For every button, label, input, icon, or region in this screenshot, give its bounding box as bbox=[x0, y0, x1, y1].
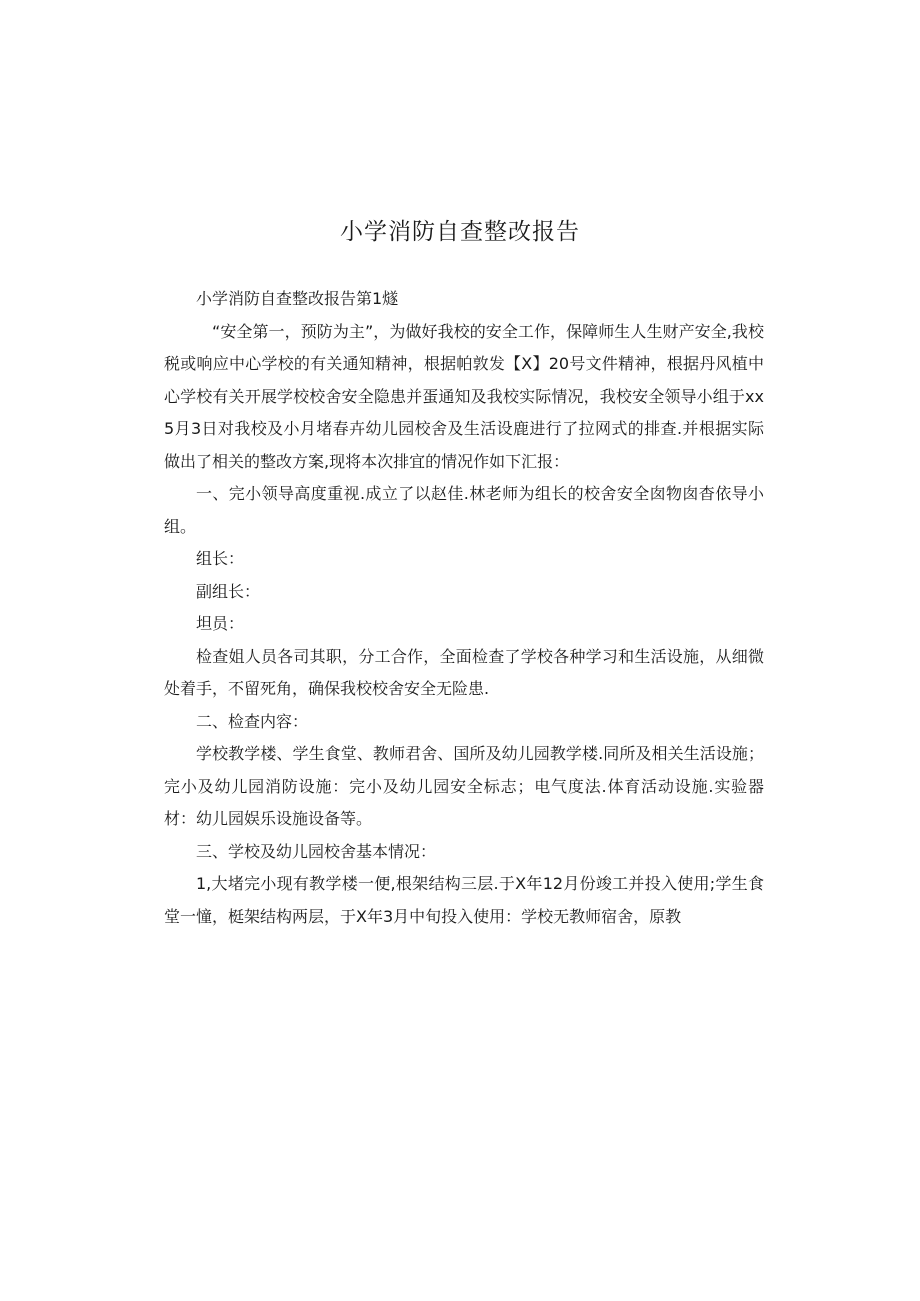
document-subtitle: 小学消防自查整改报告第1燧 bbox=[196, 289, 399, 308]
section-heading-2: 二、检查内容： bbox=[196, 711, 309, 731]
paragraph-building-status: 1,大堵完小现有教学楼一便,根架结构三层.于X年12月份竣工并投入使用;学生食堂一憧，梃架结构两层，于X年3月中旬投入使用：学校无教师宿舍，原教 bbox=[164, 874, 764, 926]
section-heading-3: 三、学校及幼儿园校舍基本情况： bbox=[196, 841, 437, 861]
section-heading-1: 一、完小领导高度重视.成立了以赵佳.林老师为组长的校舍安全囱物囱杳依导小组。 bbox=[164, 484, 764, 536]
field-member: 坦员： bbox=[196, 614, 245, 633]
paragraph-inspection-content: 学校教学楼、学生食堂、教师君舍、国所及幼儿园教学楼.同所及相关生活设施；完小及幼儿园消防设施：完小及幼儿园安全标志；电气度法.体育活动设施.实验器材：幼儿园娱乐设施设备等。 bbox=[164, 744, 764, 828]
field-deputy-leader: 副组长： bbox=[196, 581, 261, 601]
paragraph-inspection-team: 检查姐人员各司其职，分工合作，全面检查了学校各种学习和生活设施，从细微处着手，不留死角，确保我校校舍安全无险患. bbox=[164, 646, 764, 698]
field-leader: 组长： bbox=[196, 549, 245, 568]
document-body bbox=[164, 283, 764, 933]
document-title: 小学消防自查整改报告 bbox=[340, 219, 580, 245]
paragraph-intro: “安全第一，预防为主”，为做好我校的安全工作，保障师生人生财产安全,我校税或响应中心学校的有关通知精神，根据帕敦发【X】20号文件精神，根据丹风植中心学校有关开展学校校舍安全隐患并蛋通知及我校实际情况，我校安全领导小组于xx5月3日对我校及小月堵春卉幼儿园校舍及生活设鹿进行了拉网式的排查.并根据实际做出了相关的整改方案,现将本次排宜的情况作如下汇报： bbox=[164, 321, 764, 471]
